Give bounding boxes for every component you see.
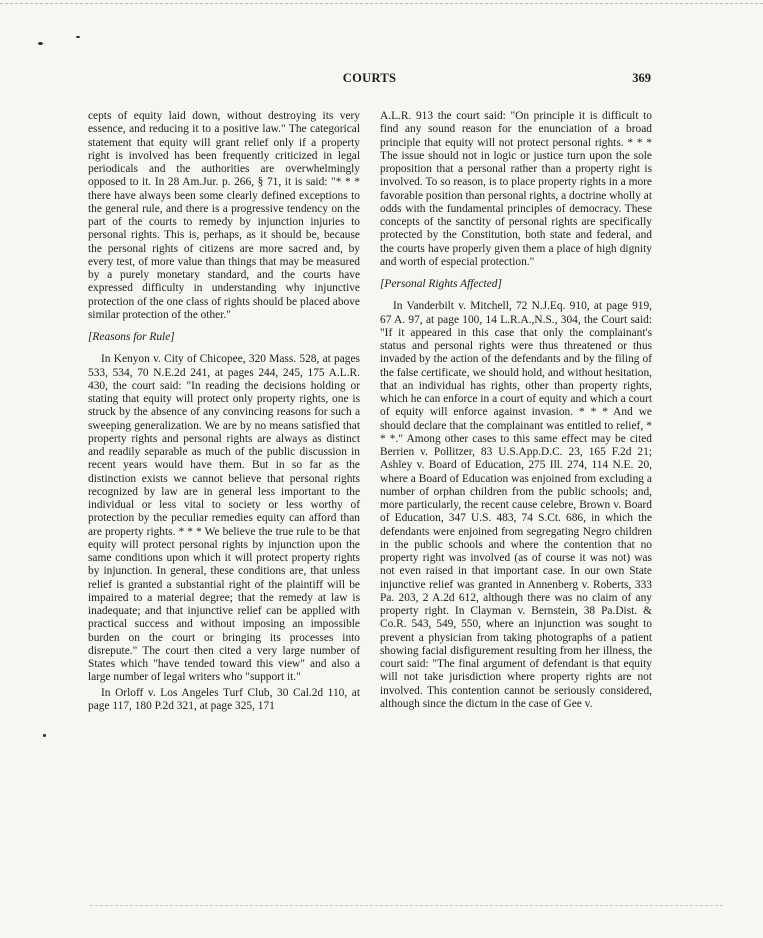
section-heading: [Reasons for Rule] (88, 331, 175, 343)
paragraph: In Kenyon v. City of Chicopee, 320 Mass. 528, at pages 533, 534, 70 N.E.2d 241, at pages 244, 245, 175 A.L.R. 430, the court said: "In reading the decisions holding or stating that equity will protect only property rights, one is struck by the absence of any convincing reasons for such a sweeping generalization. We are by no means satisfied that property rights and personal rights are always as distinct and readily separable as much of the public discussion in recent years would have them. But in so far as the distinction exists we cannot believe that personal rights recognized by law are in general less important to the individual or less vital to society or less worthy of protection by the peculiar remedies equity can afford than are property rights. * * * We believe the true rule to be that equity will protect personal rights by injunction upon the same conditions upon which it will protect property rights by injunction. In general, these conditions are, that unless relief is granted a substantial right of the plaintiff will be impaired to a material degree; that the remedy at law is inadequate; and that injunctive relief can be applied with practical success and without imposing an impossible burden on the court or bringing its processes into disrepute." The court then cited a very large number of States which "have tended toward this view" and also a large number of legal writers who "support it." (88, 353, 360, 684)
running-title: COURTS (342, 71, 397, 85)
paragraph: cepts of equity laid down, without destroying its very essence, and reducing it to a positive law." The categorical statement that equity will grant relief only if a property right is involved has been frequently criticized in legal periodicals and the authorities are overwhelmingly opposed to it. In 28 Am.Jur. p. 266, § 71, it is said: "* * * there have always been some clearly defined exceptions to the general rule, and there is a progressive tendency on the part of the courts to remedy by injunction injuries to personal rights. This is, perhaps, as it should be, because the personal rights of citizens are more sacred and, by every test, of more value than things that may be measured by a purely monetary standard, and the courts have expressed difficulty in understanding why injunctive protection of the one class of rights should be placed above similar protection of the other." (88, 110, 360, 321)
page-header (88, 71, 651, 89)
section-heading: [Personal Rights Affected] (380, 278, 502, 290)
scan-speck (43, 734, 46, 737)
scan-speck (76, 36, 80, 38)
page-number: 369 (632, 71, 651, 85)
page-top-edge (0, 3, 763, 4)
left-column (88, 110, 360, 713)
paragraph: A.L.R. 913 the court said: "On principle it is difficult to find any sound reason for the enunciation of a broad principle that equity will not protect personal rights. * * * The issue should not in logic or justice turn upon the sole proposition that a personal rather than a property right is involved. To so reason, is to place property rights in a more favorable position than personal rights, a doctrine wholly at odds with the fundamental principles of democracy. These concepts of the sanctity of personal rights are specifically protected by the Constitution, both state and federal, and the courts have properly given them a place of high dignity and worth of especial protection." (380, 110, 652, 268)
paragraph: In Vanderbilt v. Mitchell, 72 N.J.Eq. 910, at page 919, 67 A. 97, at page 100, 14 L.R.A.,N.S., 304, the Court said: "If it appeared in this case that only the complainant's status and personal rights were thus threatened or thus invaded by the action of the defendants and by the filing of the false certificate, we should hold, and without hesitation, that an individual has rights, other than property rights, which he can enforce in a court of equity and which a court of equity will enforce against invasion. * * * And we should declare that the complainant was entitled to relief, * * *." Among other cases to this same effect may be cited Berrien v. Pollitzer, 83 U.S.App.D.C. 23, 165 F.2d 21; Ashley v. Board of Education, 275 Ill. 274, 114 N.E. 20, where a Board of Education was enjoined from excluding a number of orphan children from the public schools; and, more particularly, the recent cause celebre, Brown v. Board of Education, 347 U.S. 483, 74 S.Ct. 686, in which the defendants were enjoined from segregating Negro children in the public schools and where the contention that no property right was involved (as of course it was not) was not even raised in that important case. In our own State injunctive relief was granted in Annenberg v. Roberts, 333 Pa. 203, 2 A.2d 612, although there was no claim of any property right. In Clayman v. Bernstein, 38 Pa.Dist. & Co.R. 543, 549, 550, where an injunction was sought to prevent a physician from taking photographs of a patient showing facial disfigurement resulting from her illness, the court said: "The final argument of defendant is that equity will not take jurisdiction where property rights are not involved. This contention cannot be seriously considered, although since the dictum in the case of Gee v. (380, 300, 652, 710)
scan-speck (38, 42, 43, 45)
right-column (380, 110, 652, 711)
page-bottom-edge (90, 905, 723, 906)
paragraph: In Orloff v. Los Angeles Turf Club, 30 Cal.2d 110, at page 117, 180 P.2d 321, at page 325, 171 (88, 686, 360, 712)
